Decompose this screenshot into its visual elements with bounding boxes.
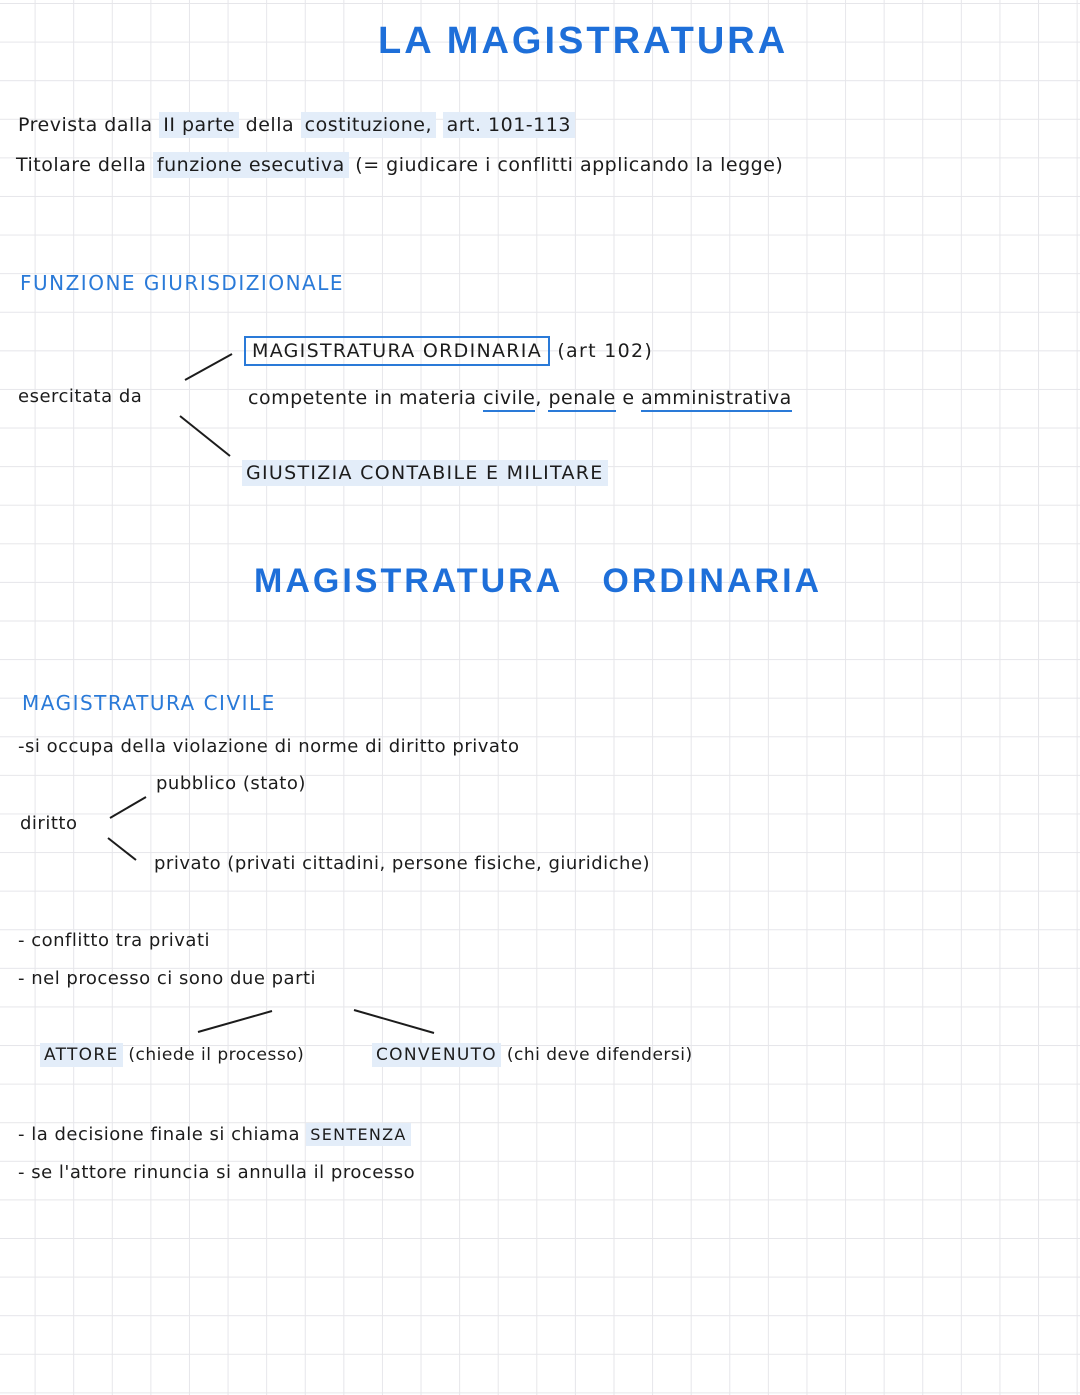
bullet-conflitto: - conflitto tra privati [18,930,211,951]
intro-highlight-parte: II parte [159,112,239,138]
bullet-rinuncia: - se l'attore rinuncia si annulla il processo [18,1162,416,1183]
ordinaria-description: competente in materia civile, penale e amministrativa [248,387,792,409]
branch-line-privato [108,838,136,860]
parte-attore [40,1045,304,1065]
intro-highlight-articoli: art. 101-113 [443,112,575,138]
civile-line-1: -si occupa della violazione di norme di diritto privato [18,736,520,757]
diritto-pubblico: pubblico (stato) [156,773,306,794]
branch-line-contabile [180,416,230,456]
diritto-label: diritto [20,813,78,834]
intro-text: Titolare della [16,154,147,176]
ordinaria-boxed-title: MAGISTRATURA ORDINARIA [244,336,550,366]
diritto-privato: privato (privati cittadini, persone fisiche, giuridiche) [154,853,651,874]
intro-line-1 [18,114,575,136]
subtitle-part-1: MAGISTRATURA [254,562,562,600]
intro-line-2 [16,154,783,176]
parte-convenuto [372,1045,693,1065]
branch-line-convenuto [354,1010,434,1033]
intro-highlight-funzione: funzione esecutiva [153,152,349,178]
subtitle-part-2: ORDINARIA [602,562,823,600]
intro-text: della [245,114,295,136]
attore-label: ATTORE [40,1043,123,1067]
page-title: LA MAGISTRATURA [378,20,789,62]
branch-line-ordinaria [185,354,232,380]
subtitle [254,562,822,601]
conjunction: e [622,387,635,409]
attore-description: (chiede il processo) [128,1045,305,1065]
section-heading-funzione: FUNZIONE GIURISDIZIONALE [20,271,344,295]
intro-highlight-costituzione: costituzione, [301,112,436,138]
bullet-sentenza [18,1124,411,1145]
esercitata-label: esercitata da [18,386,143,407]
branch-line-attore [198,1011,272,1032]
ordinaria-article: (art 102) [557,340,654,362]
sentenza-text: - la decisione finale si chiama [18,1124,301,1145]
convenuto-description: (chi deve difendersi) [506,1045,693,1065]
intro-text: (= giudicare i conflitti applicando la legge) [355,154,784,176]
competenza-text: competente in materia [248,387,477,409]
section-heading-civile: MAGISTRATURA CIVILE [22,691,276,715]
materia-penale: penale [548,387,615,412]
bullet-due-parti: - nel processo ci sono due parti [18,968,317,989]
branch-ordinaria [244,340,653,362]
branch-line-pubblico [110,797,146,818]
materia-civile: civile [483,387,535,412]
branch-contabile-militare: GIUSTIZIA CONTABILE E MILITARE [242,460,608,486]
intro-text: Prevista dalla [18,114,153,136]
sentenza-highlight: SENTENZA [306,1123,410,1146]
convenuto-label: CONVENUTO [372,1043,501,1067]
materia-amministrativa: amministrativa [641,387,792,412]
